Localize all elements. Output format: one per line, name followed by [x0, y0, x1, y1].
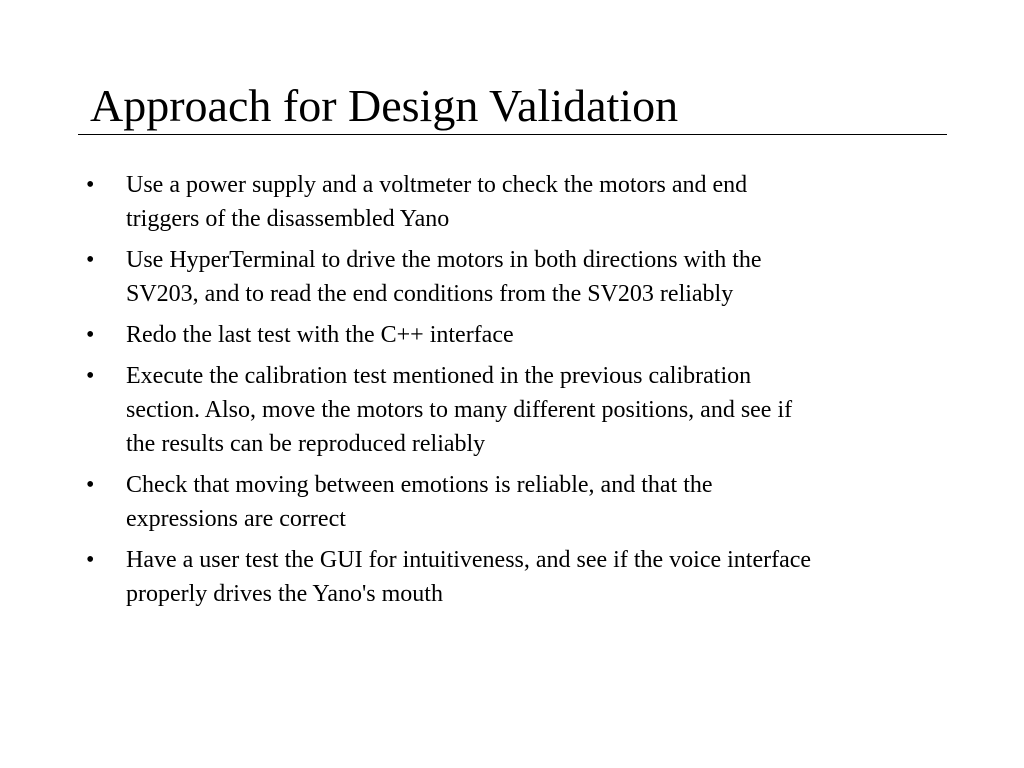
bullet-list: [0, 168, 1024, 618]
bullet-item: [0, 168, 942, 236]
slide-title: Approach for Design Validation: [90, 80, 679, 131]
bullet-icon: •: [86, 363, 95, 389]
title-underline: [78, 134, 947, 135]
bullet-text-line: Use a power supply and a voltmeter to check the motors and end: [126, 172, 748, 198]
bullet-text-line: triggers of the disassembled Yano: [126, 206, 450, 232]
bullet-icon: •: [86, 247, 95, 273]
bullet-icon: •: [86, 322, 95, 348]
bullet-item: [0, 243, 942, 311]
bullet-item: [0, 543, 942, 611]
bullet-text-line: expressions are correct: [126, 506, 346, 532]
bullet-item: [0, 359, 942, 461]
bullet-text-line: Check that moving between emotions is reliable, and that the: [126, 472, 713, 498]
bullet-text-line: Execute the calibration test mentioned in the previous calibration: [126, 363, 752, 389]
bullet-icon: •: [86, 472, 95, 498]
bullet-item: [0, 318, 942, 352]
bullet-item: [0, 468, 942, 536]
bullet-text-line: Use HyperTerminal to drive the motors in both directions with the: [126, 247, 762, 273]
bullet-text-line: properly drives the Yano's mouth: [126, 581, 443, 607]
bullet-text-line: Redo the last test with the C++ interface: [126, 322, 514, 348]
bullet-text-line: Have a user test the GUI for intuitiveness, and see if the voice interface: [126, 547, 812, 573]
bullet-text-line: the results can be reproduced reliably: [126, 431, 486, 457]
bullet-text-line: section. Also, move the motors to many different positions, and see if: [126, 397, 793, 423]
bullet-icon: •: [86, 172, 95, 198]
bullet-icon: •: [86, 547, 95, 573]
bullet-text-line: SV203, and to read the end conditions from the SV203 reliably: [126, 281, 734, 307]
